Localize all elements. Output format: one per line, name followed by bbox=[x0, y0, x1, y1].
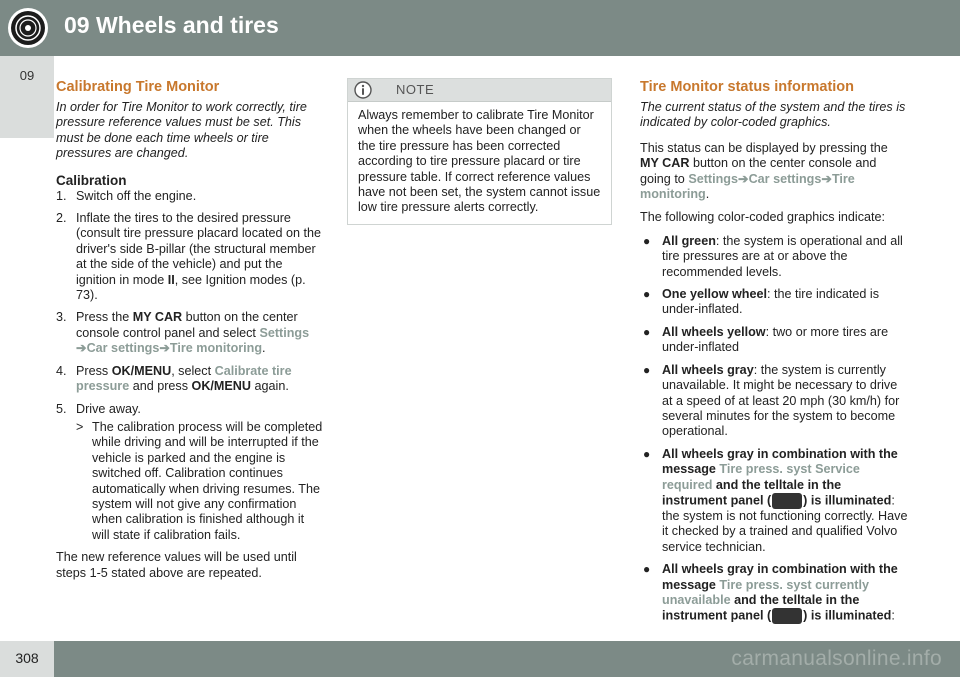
list-item: ● All wheels gray: the system is currently unavailable. It might be necessary to drive at a speed of at least 20 mph (30 km/h) for several minutes for the system to become operational. bbox=[643, 362, 900, 439]
note-column bbox=[347, 78, 612, 225]
section-intro: The current status of the system and the tires is indicated by color-coded graphics. bbox=[640, 100, 906, 130]
step-item: 3. Press the MY CAR button on the center console control panel and select Settings ➔Car settings➔Tire monitoring. bbox=[56, 310, 310, 356]
step-item: 1. Switch off the engine. bbox=[56, 188, 197, 203]
watermark: carmanualsonline.info bbox=[731, 647, 942, 670]
list-item: ● All wheels yellow: two or more tires are under-inflated bbox=[643, 324, 889, 355]
status-paragraph: This status can be displayed by pressing the MY CAR button on the center console and going to Settings➔Car settings➔Tire monitoring. bbox=[640, 140, 888, 202]
menu-calibrate-tire-pressure: Calibrate tire pressure bbox=[76, 363, 292, 394]
menu-path-settings: Settings bbox=[259, 325, 310, 340]
list-item: ● All wheels gray in combination with the message Tire press. syst currently unavailable and the telltale in the instrument panel ( ) is illuminated: bbox=[643, 562, 898, 623]
section-intro: In order for Tire Monitor to work correctly, tire pressure reference values must be set. This must be done each time wheels or tire pressures are changed. bbox=[56, 100, 307, 161]
steps-list bbox=[56, 189, 324, 544]
list-item: ● One yellow wheel: the tire indicated is under-inflated. bbox=[643, 287, 879, 317]
note-text: Always remember to calibrate Tire Monitor when the wheels have been changed or the tire pressure has been corrected according to tire pressure placard or tire pressure table. If correct reference values have not been set, the system cannot issue low tire pressure alerts correctly. bbox=[358, 108, 601, 215]
chapter-tab-label: 09 bbox=[19, 68, 35, 83]
menu-path-car-settings: Car settings bbox=[86, 341, 160, 356]
step-item: 2. Inflate the tires to the desired pressure (consult tire pressure placard located on the driver's side B-pillar (the structural member at the side of the vehicle) and put the ignition in mode II, see Ignition modes (p. 73). bbox=[56, 211, 322, 303]
page-footer bbox=[0, 641, 960, 677]
chapter-tab[interactable] bbox=[0, 56, 54, 138]
list-item: ● All green: the system is operational and all tire pressures are at or above the recommended levels. bbox=[643, 233, 903, 279]
closing-text: The new reference values will be used until steps 1-5 stated above are repeated. bbox=[56, 550, 297, 580]
message-currently-unavailable: Tire press. syst currently unavailable bbox=[662, 577, 869, 607]
arrow-right-icon: ➔ bbox=[76, 341, 87, 356]
subheading: Calibration bbox=[56, 172, 127, 188]
note-header bbox=[348, 79, 611, 102]
arrow-right-icon: ➔ bbox=[159, 341, 170, 356]
page-header bbox=[0, 0, 960, 56]
calibrating-section bbox=[56, 78, 324, 589]
status-paragraph: The following color-coded graphics indicate: bbox=[640, 210, 886, 225]
page-number-box bbox=[0, 641, 54, 677]
arrow-right-icon: ➔ bbox=[821, 171, 832, 186]
status-section bbox=[640, 78, 908, 631]
arrow-right-icon: ➔ bbox=[738, 171, 749, 186]
section-title: Tire Monitor status information bbox=[640, 79, 855, 95]
status-list bbox=[640, 234, 908, 625]
message-service-required: Tire press. syst Service required bbox=[662, 462, 860, 492]
tire-telltale-icon bbox=[772, 493, 802, 509]
step-item: 4. Press OK/MENU, select Calibrate tire pressure and press OK/MENU again. bbox=[56, 363, 292, 394]
menu-path-car-settings: Car settings bbox=[748, 171, 822, 186]
info-icon bbox=[354, 81, 372, 99]
menu-path-settings: Settings bbox=[688, 171, 739, 186]
tire-icon bbox=[6, 6, 50, 50]
note-box bbox=[347, 78, 612, 225]
note-title: NOTE bbox=[396, 82, 435, 97]
page-number: 308 bbox=[15, 650, 39, 666]
menu-path-tire-monitoring: Tire monitoring bbox=[640, 171, 855, 202]
step-result: > The calibration process will be completed while driving and will be interrupted if the vehicle is parked and the engine is switched off. Calibration continues automatically when driving resumes. The system will not give any confirmation when calibration is finished although it will state if calibration fails. bbox=[76, 419, 323, 542]
list-item: ● All wheels gray in combination with the message Tire press. syst Service required and the telltale in the instrument panel ( ) is illuminated: the system is not functioning correctly. Have it checked by a trained and qualified Volvo service technician. bbox=[643, 446, 908, 554]
section-title: Calibrating Tire Monitor bbox=[56, 79, 220, 95]
tire-telltale-icon bbox=[772, 608, 802, 624]
step-item: 5. Drive away. > The calibration process will be completed while driving and will be interrupted if the vehicle is parked and the engine is switched off. Calibration continues automatically when driving resumes. The system will not give any confirmation when calibration is finished although it will state if calibration fails. bbox=[56, 401, 323, 542]
chapter-title: 09 Wheels and tires bbox=[64, 12, 279, 38]
menu-path-tire-monitoring: Tire monitoring bbox=[169, 341, 263, 356]
